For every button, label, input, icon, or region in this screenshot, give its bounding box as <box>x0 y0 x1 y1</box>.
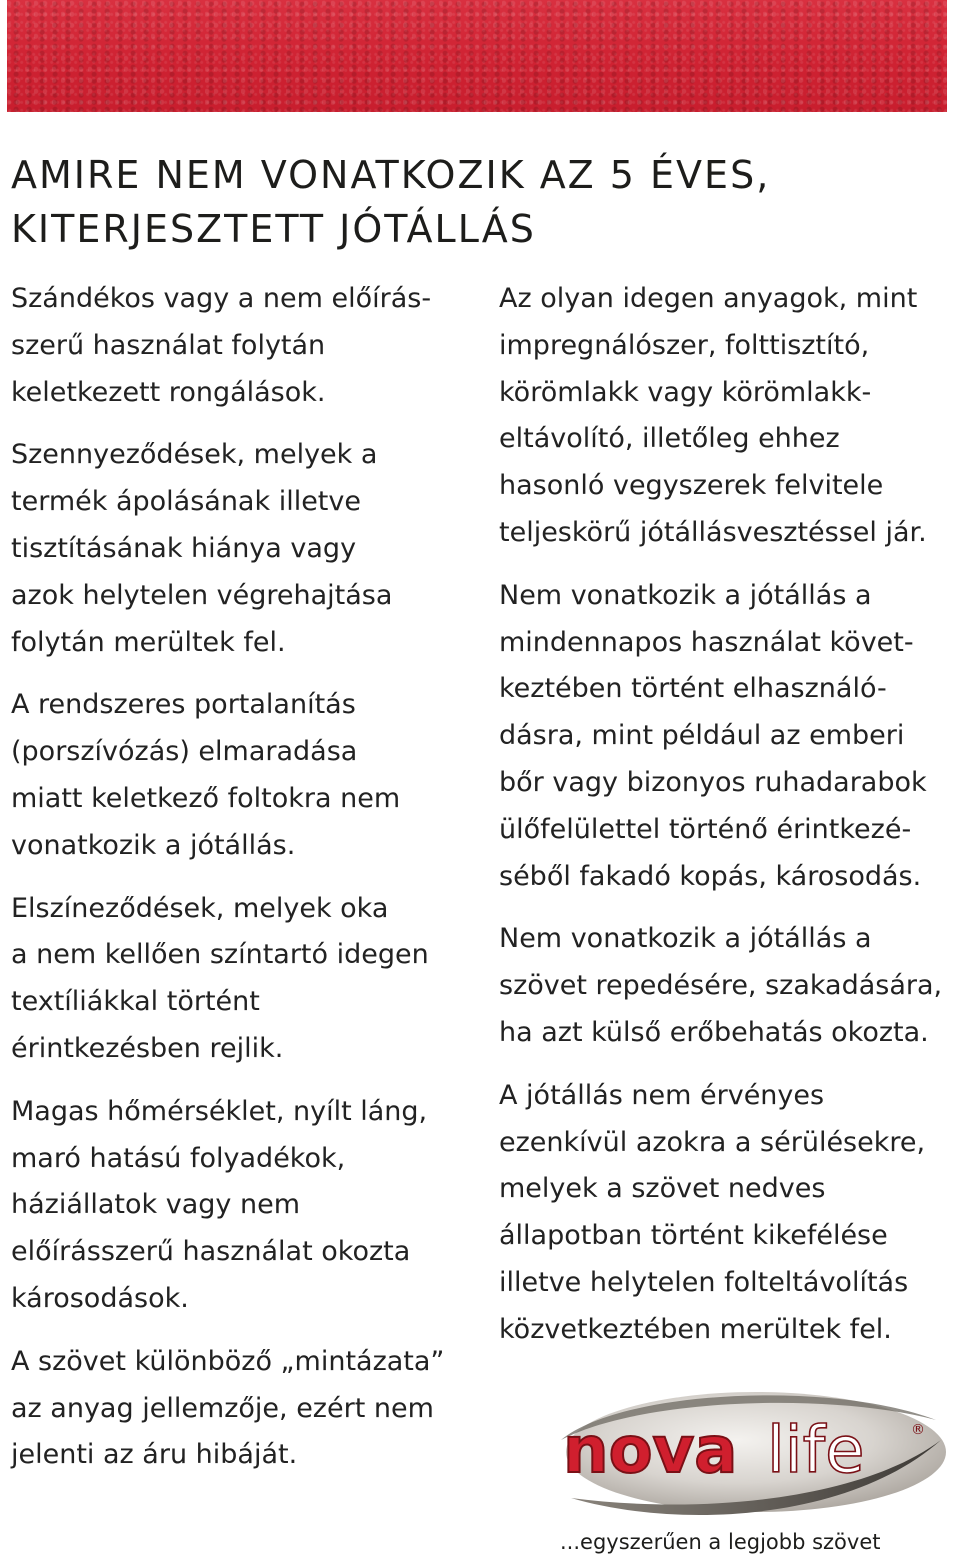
text-line: Nem vonatkozik a jótállás a <box>499 923 872 955</box>
page-title <box>11 148 770 256</box>
text-line: mindennapos használat követ- <box>499 626 914 658</box>
text-line: Elszíneződések, melyek oka <box>11 892 389 924</box>
text-line: előírásszerű használat okozta <box>11 1236 411 1268</box>
novalife-logo <box>531 1380 951 1530</box>
text-line: (porszívózás) elmaradása <box>11 736 358 768</box>
text-line: vonatkozik a jótállás. <box>11 829 296 861</box>
paragraph <box>499 916 949 1056</box>
text-line: hasonló vegyszerek felvitele <box>499 470 884 502</box>
paragraph <box>499 1073 949 1354</box>
text-line: folytán merültek fel. <box>11 626 286 658</box>
text-line: eltávolító, illetőleg ehhez <box>499 423 840 455</box>
text-line: háziállatok vagy nem <box>11 1189 300 1221</box>
right-text-column <box>499 276 949 1370</box>
text-line: maró hatású folyadékok, <box>11 1142 346 1174</box>
paragraph <box>499 573 949 901</box>
text-line: Az olyan idegen anyagok, mint <box>499 283 918 314</box>
paragraph <box>11 1089 481 1323</box>
text-line: Szándékos vagy a nem előírás- <box>11 283 432 314</box>
text-line: séből fakadó kopás, károsodás. <box>499 860 922 892</box>
text-line: A rendszeres portalanítás <box>11 689 356 721</box>
text-line: az anyag jellemzője, ezért nem <box>11 1392 434 1424</box>
text-line: Magas hőmérséklet, nyílt láng, <box>11 1095 428 1127</box>
text-line: miatt keletkező foltokra nem <box>11 782 401 814</box>
text-line: jelenti az áru hibáját. <box>11 1439 298 1471</box>
text-line: közvetkeztében merültek fel. <box>499 1313 892 1345</box>
text-line: dásra, mint például az emberi <box>499 720 905 752</box>
left-text-column <box>11 276 481 1495</box>
paragraph <box>11 886 481 1073</box>
text-line: károsodások. <box>11 1282 189 1314</box>
text-line: impregnálószer, folttisztító, <box>499 329 870 361</box>
title-line-1: AMIRE NEM VONATKOZIK AZ 5 ÉVES, <box>11 153 771 197</box>
text-line: keztében történt elhasználó- <box>499 673 887 705</box>
text-line: a nem kellően színtartó idegen <box>11 939 429 971</box>
text-line: bőr vagy bizonyos ruhadarabok <box>499 766 927 798</box>
paragraph <box>11 1339 481 1479</box>
logo-text-nova: nova <box>563 1414 738 1488</box>
text-line: Nem vonatkozik a jótállás a <box>499 579 872 611</box>
text-line: A szövet különböző „mintázata” <box>11 1345 445 1377</box>
logo-text-life: life <box>767 1414 865 1488</box>
tagline: ...egyszerűen a legjobb szövet <box>560 1530 881 1554</box>
text-line: textíliákkal történt <box>11 986 260 1018</box>
text-line: azok helytelen végrehajtása <box>11 579 393 611</box>
text-line: érintkezésben rejlik. <box>11 1032 284 1064</box>
registered-mark: ® <box>911 1422 925 1438</box>
text-line: állapotban történt kikefélése <box>499 1220 888 1252</box>
paragraph <box>11 432 481 666</box>
title-line-2: KITERJESZTETT JÓTÁLLÁS <box>11 207 536 251</box>
red-header-banner <box>7 0 947 112</box>
text-line: szerű használat folytán <box>11 329 326 361</box>
text-line: tisztításának hiánya vagy <box>11 532 357 564</box>
text-line: Szennyeződések, melyek a <box>11 439 378 471</box>
text-line: ezenkívül azokra a sérülésekre, <box>499 1126 926 1158</box>
text-line: A jótállás nem érvényes <box>499 1079 825 1111</box>
text-line: termék ápolásának illetve <box>11 486 361 518</box>
paragraph <box>499 276 949 557</box>
text-line: keletkezett rongálások. <box>11 376 326 408</box>
text-line: körömlakk vagy körömlakk- <box>499 376 872 408</box>
text-line: teljeskörű jótállásvesztéssel jár. <box>499 516 927 548</box>
text-line: ülőfelülettel történő érintkezé- <box>499 813 912 845</box>
text-line: ha azt külső erőbehatás okozta. <box>499 1016 929 1048</box>
paragraph <box>11 276 481 416</box>
paragraph <box>11 682 481 869</box>
text-line: melyek a szövet nedves <box>499 1173 826 1205</box>
text-line: szövet repedésére, szakadására, <box>499 970 943 1002</box>
text-line: illetve helytelen folteltávolítás <box>499 1266 909 1298</box>
